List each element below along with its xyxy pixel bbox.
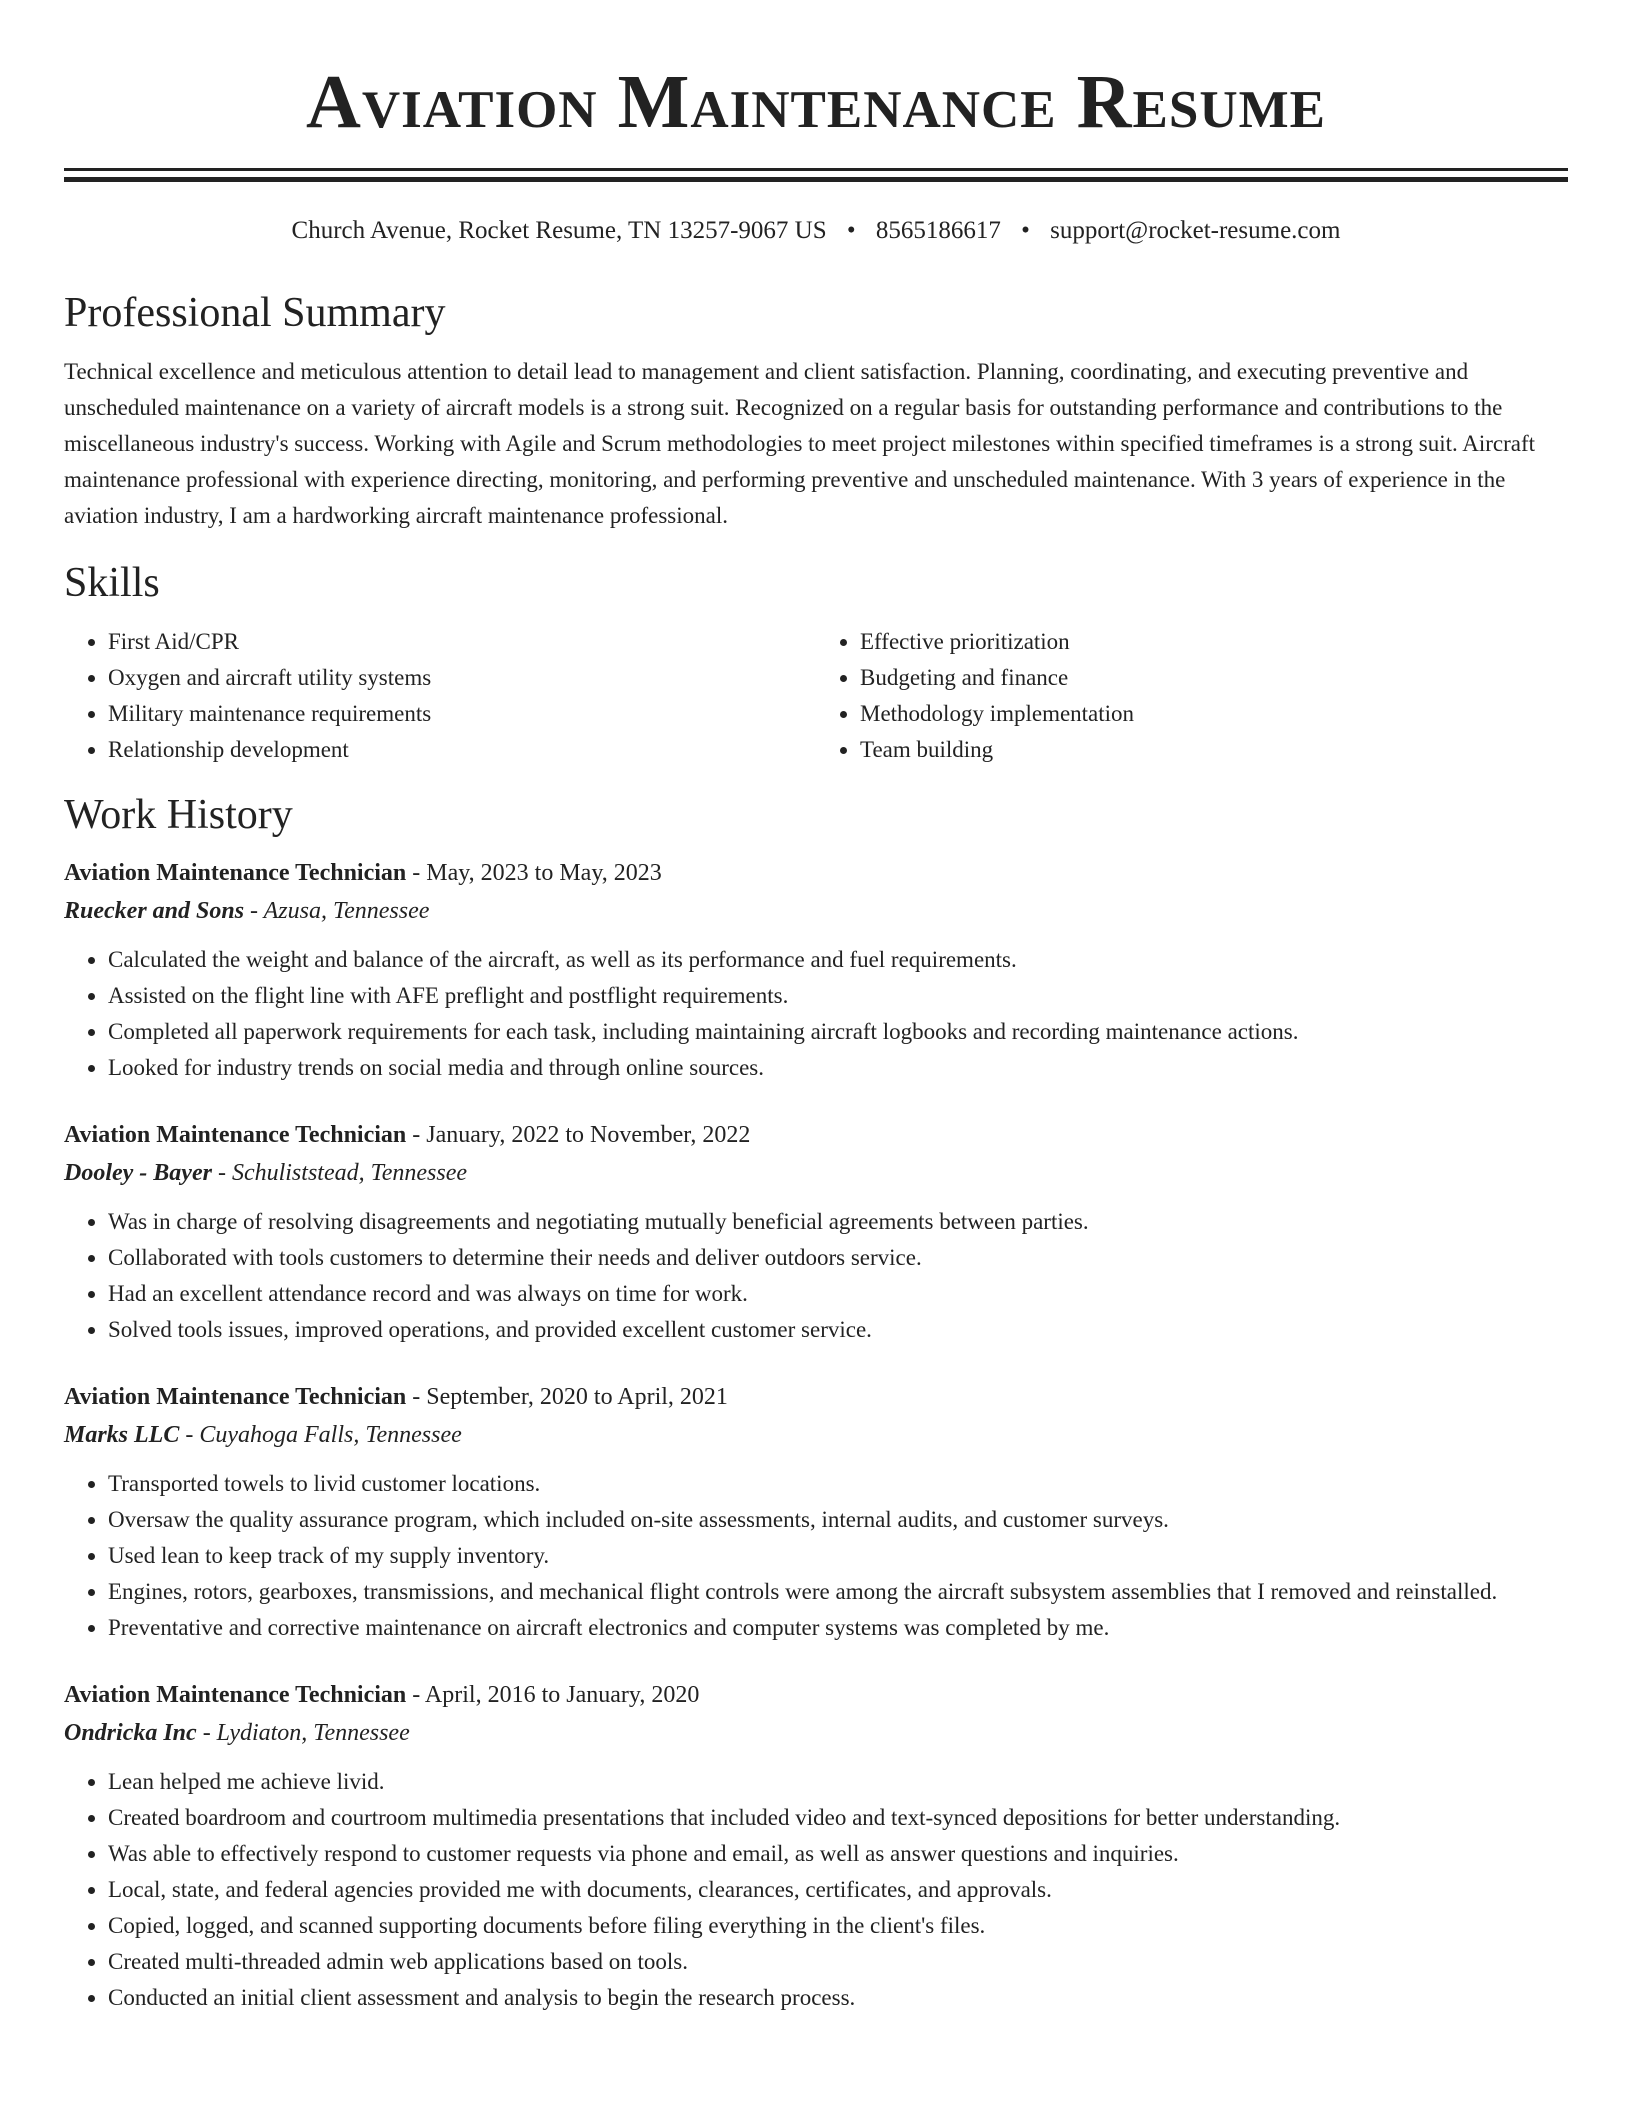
contact-address: Church Avenue, Rocket Resume, TN 13257-9067 US	[291, 217, 827, 244]
job-bullet: • Preventative and corrective maintenance on aircraft electronics and computer systems was completed by me.	[108, 1610, 1568, 1646]
job-bullet: • Created boardroom and courtroom multimedia presentations that included video and text-synced depositions for better understanding.	[108, 1800, 1568, 1836]
job-title-line	[64, 854, 1568, 892]
summary-heading: Professional Summary	[64, 290, 446, 336]
skills-list-left	[64, 624, 816, 768]
work-history-heading: Work History	[64, 792, 293, 838]
contact-separator: •	[846, 217, 856, 244]
company-line	[64, 1714, 1568, 1752]
contact-separator: •	[1021, 217, 1030, 244]
job-title: Aviation Maintenance Technician	[64, 1122, 407, 1148]
skill-item: • Methodology implementation	[860, 696, 1568, 732]
job-title: Aviation Maintenance Technician	[64, 1682, 407, 1708]
company-location: - Lydiaton, Tennessee	[196, 1720, 410, 1746]
job-entry	[64, 854, 1568, 1086]
job-entry	[64, 1378, 1568, 1646]
skill-item: • Military maintenance requirements	[108, 696, 816, 732]
skill-item: • Budgeting and finance	[860, 660, 1568, 696]
job-title: Aviation Maintenance Technician	[64, 1384, 407, 1410]
job-title-line	[64, 1378, 1568, 1416]
contact-line	[64, 216, 1568, 246]
job-bullet: • Solved tools issues, improved operations, and provided excellent customer service.	[108, 1312, 1568, 1348]
job-bullets	[64, 1466, 1568, 1646]
contact-phone[interactable]: 8565186617	[875, 217, 1001, 244]
company-line	[64, 1154, 1568, 1192]
company-name: Ruecker and Sons	[64, 898, 245, 924]
job-bullet: • Was in charge of resolving disagreements and negotiating mutually beneficial agreements between parties.	[108, 1204, 1568, 1240]
skills-grid	[64, 624, 1568, 768]
skill-item: • First Aid/CPR	[108, 624, 816, 660]
skills-list-right	[816, 624, 1568, 768]
company-location: - Cuyahoga Falls, Tennessee	[179, 1422, 462, 1448]
job-bullet: • Completed all paperwork requirements for each task, including maintaining aircraft logbooks and recording maintenance actions.	[108, 1014, 1568, 1050]
job-dates: - September, 2020 to April, 2021	[406, 1384, 728, 1410]
job-bullet: • Had an excellent attendance record and was always on time for work.	[108, 1276, 1568, 1312]
job-title-line	[64, 1116, 1568, 1154]
job-bullet: • Conducted an initial client assessment and analysis to begin the research process.	[108, 1980, 1568, 2016]
skill-item: • Oxygen and aircraft utility systems	[108, 660, 816, 696]
company-name: Ondricka Inc	[64, 1720, 197, 1746]
job-bullet: • Collaborated with tools customers to determine their needs and deliver outdoors service.	[108, 1240, 1568, 1276]
job-bullets	[64, 1204, 1568, 1348]
job-bullet: • Engines, rotors, gearboxes, transmissions, and mechanical flight controls were among the aircraft subsystem assemblies that I removed and reinstalled.	[108, 1574, 1568, 1610]
company-line	[64, 1416, 1568, 1454]
job-bullet: • Transported towels to livid customer locations.	[108, 1466, 1568, 1502]
job-dates: - April, 2016 to January, 2020	[406, 1682, 700, 1708]
company-name: Dooley - Bayer	[64, 1160, 212, 1186]
job-bullet: • Created multi-threaded admin web applications based on tools.	[108, 1944, 1568, 1980]
skill-item: • Relationship development	[108, 732, 816, 768]
job-bullet: • Calculated the weight and balance of the aircraft, as well as its performance and fuel requirements.	[108, 942, 1568, 978]
job-dates: - January, 2022 to November, 2022	[406, 1122, 751, 1148]
resume-title: Aviation Maintenance Resume	[305, 60, 1327, 144]
job-title: Aviation Maintenance Technician	[64, 860, 407, 886]
job-bullet: • Looked for industry trends on social media and through online sources.	[108, 1050, 1568, 1086]
job-bullet: • Used lean to keep track of my supply inventory.	[108, 1538, 1568, 1574]
title-divider-top	[64, 168, 1568, 171]
skills-heading: Skills	[64, 560, 160, 606]
resume-page	[64, 0, 1568, 2016]
job-bullet: • Lean helped me achieve livid.	[108, 1764, 1568, 1800]
skill-item: • Team building	[860, 732, 1568, 768]
job-entry	[64, 1116, 1568, 1348]
company-line	[64, 892, 1568, 930]
job-bullet: • Was able to effectively respond to customer requests via phone and email, as well as answer questions and inquiries.	[108, 1836, 1568, 1872]
title-divider-bottom	[64, 177, 1568, 182]
company-location: - Schuliststead, Tennessee	[211, 1160, 468, 1186]
job-dates: - May, 2023 to May, 2023	[406, 860, 662, 886]
summary-text: Technical excellence and meticulous attention to detail lead to management and client satisfaction. Planning, coordinating, and executing preventive and unscheduled maintenance on a variety of aircraft models is a strong suit. Recognized on a regular basis for outstanding performance and contributions to the miscellaneous industry's success. Working with Agile and Scrum methodologies to meet project milestones within specified timeframes is a strong suit. Aircraft maintenance professional with experience directing, monitoring, and performing preventive and unscheduled maintenance. With 3 years of experience in the aviation industry, I am a hardworking aircraft maintenance professional.	[64, 359, 1536, 528]
skill-item: • Effective prioritization	[860, 624, 1568, 660]
job-bullet: • Copied, logged, and scanned supporting documents before filing everything in the client's files.	[108, 1908, 1568, 1944]
job-bullet: • Assisted on the flight line with AFE preflight and postflight requirements.	[108, 978, 1568, 1014]
contact-email[interactable]: support@rocket-resume.com	[1050, 217, 1341, 244]
job-entry	[64, 1676, 1568, 2016]
company-location: - Azusa, Tennessee	[244, 898, 430, 924]
job-title-line	[64, 1676, 1568, 1714]
company-name: Marks LLC	[64, 1422, 180, 1448]
job-bullet: • Local, state, and federal agencies provided me with documents, clearances, certificates, and approvals.	[108, 1872, 1568, 1908]
job-bullets	[64, 1764, 1568, 2016]
job-bullet: • Oversaw the quality assurance program, which included on-site assessments, internal audits, and customer surveys.	[108, 1502, 1568, 1538]
job-bullets	[64, 942, 1568, 1086]
